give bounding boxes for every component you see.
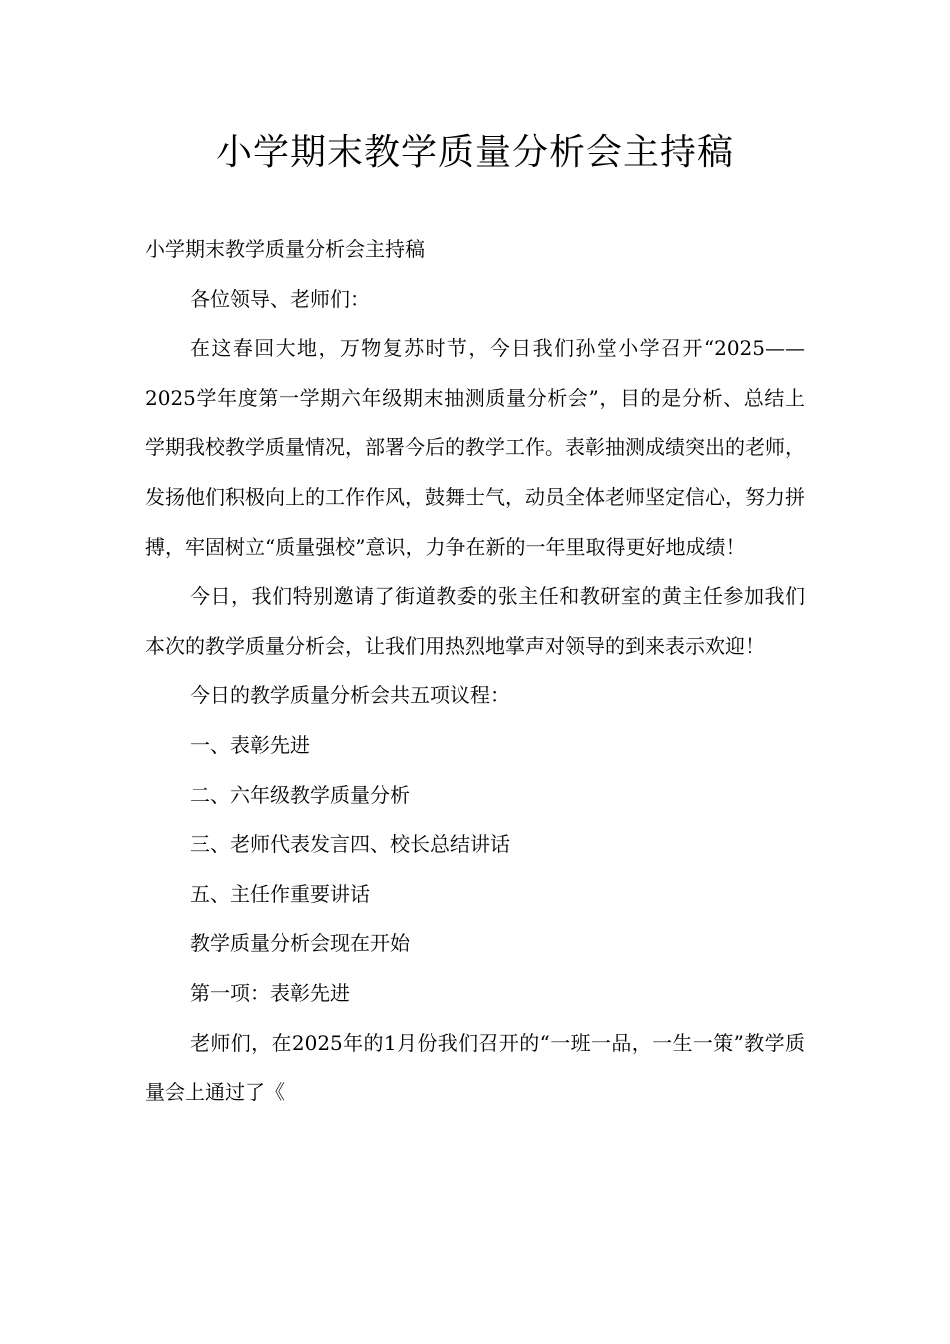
agenda-item-2: 二、六年级教学质量分析 <box>190 782 410 807</box>
agenda-item-5: 五、主任作重要讲话 <box>190 881 370 906</box>
meeting-start-paragraph: 教学质量分析会现在开始 <box>190 931 410 956</box>
agenda-item-1: 一、表彰先进 <box>190 732 310 757</box>
agenda-item-3-4: 三、老师代表发言四、校长总结讲话 <box>190 832 510 857</box>
section-1-heading: 第一项：表彰先进 <box>190 980 350 1005</box>
document-body <box>145 225 805 1118</box>
agenda-heading: 今日的教学质量分析会共五项议程： <box>190 683 510 708</box>
intro-paragraph: 在这春回大地，万物复苏时节，今日我们孙堂小学召开“2025——2025学年度第一学期六年级期末抽测质量分析会”，目的是分析、总结上学期我校教学质量情况，部署今后的教学工作。表彰抽测成绩突出的老师，发扬他们积极向上的工作作风，鼓舞士气，动员全体老师坚定信心，努力拼搏，牢固树立“质量强校”意识，力争在新的一年里取得更好地成绩！ <box>145 336 805 559</box>
welcome-paragraph: 今日，我们特别邀请了街道教委的张主任和教研室的黄主任参加我们本次的教学质量分析会，让我们用热烈地掌声对领导的到来表示欢迎！ <box>145 584 805 658</box>
section-1-paragraph: 老师们，在2025年的1月份我们召开的“一班一品，一生一策”教学质量会上通过了《 <box>145 1030 805 1105</box>
subtitle-paragraph: 小学期末教学质量分析会主持稿 <box>145 237 425 261</box>
greeting-paragraph: 各位领导、老师们： <box>190 286 370 311</box>
document-title: 小学期末教学质量分析会主持稿 <box>215 132 734 173</box>
